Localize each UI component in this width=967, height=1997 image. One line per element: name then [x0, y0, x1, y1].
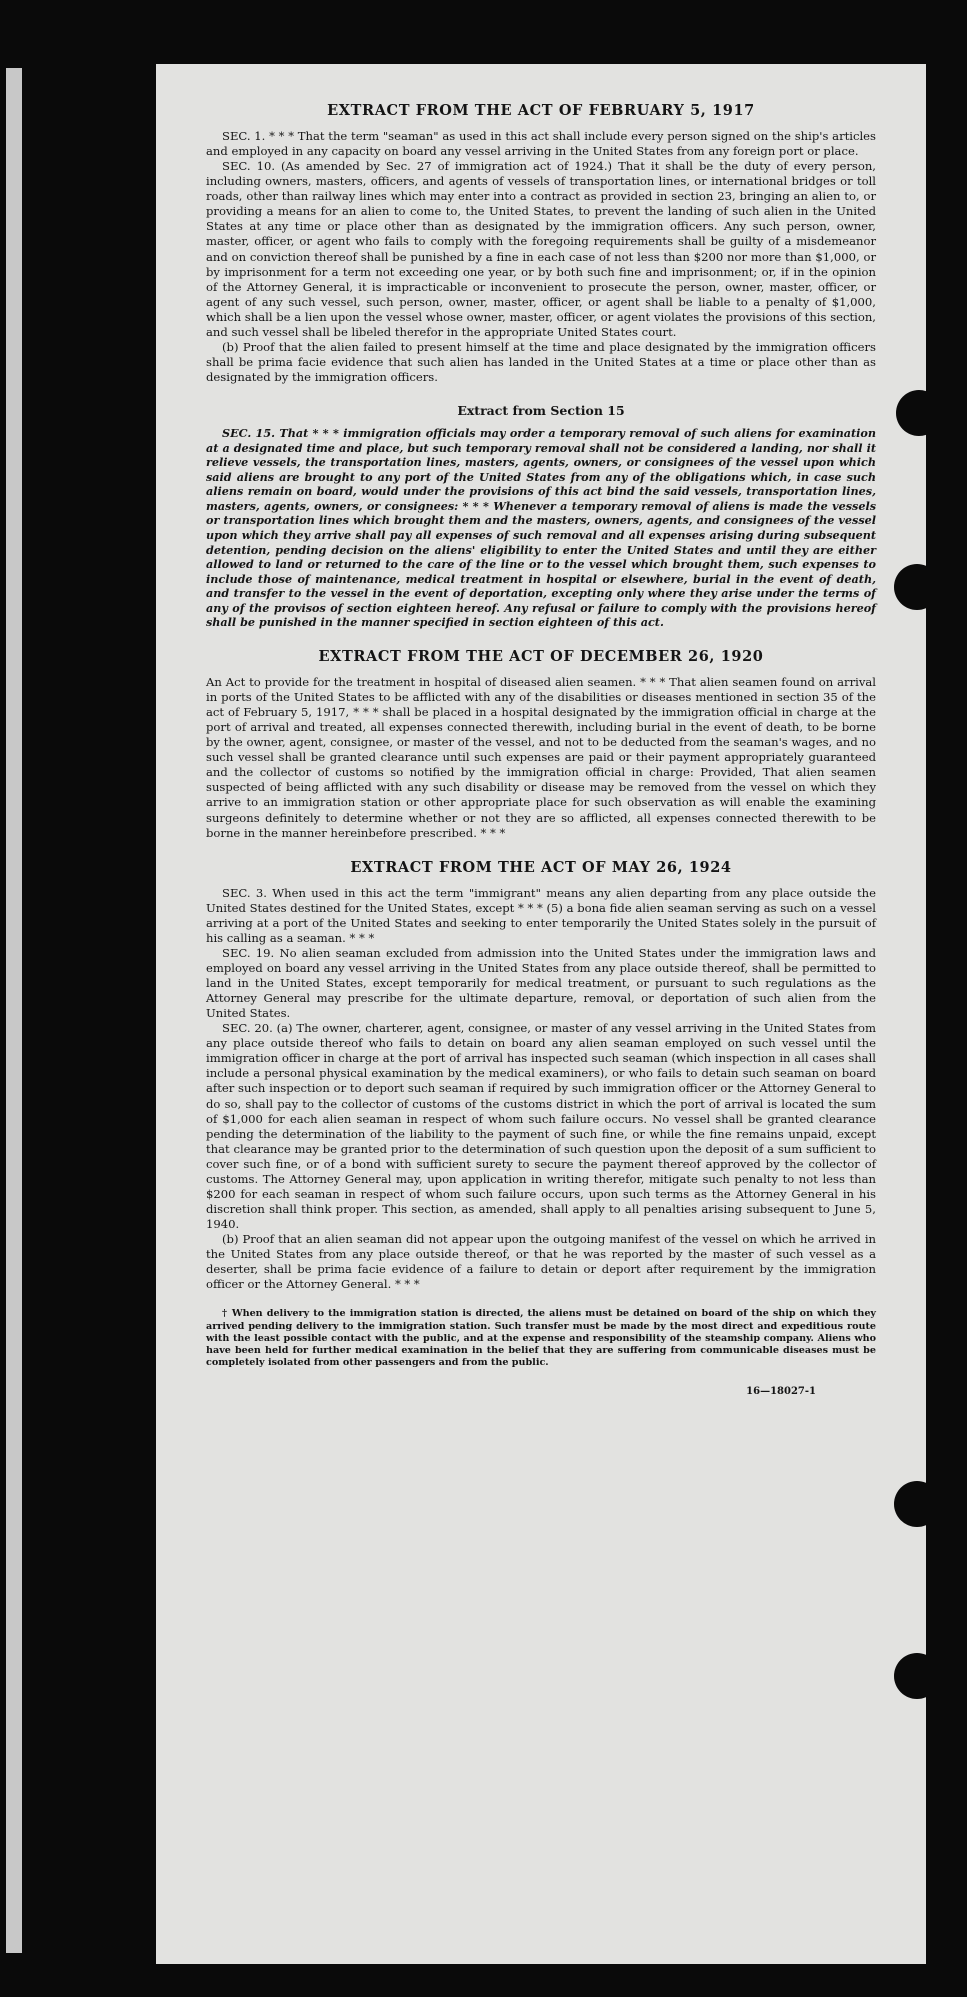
punch-hole [894, 1481, 926, 1527]
punch-hole [894, 1653, 926, 1699]
paragraph: SEC. 10. (As amended by Sec. 27 of immigration act of 1924.) That it shall be the duty of every person, including owners, masters, officers, and agents of vessels of transportation lines, or international bridges or toll roads, other than railway lines which may enter into a contract as provided in section 23, bringing an alien to, or providing a means for an alien to come to, the United States, to prevent the landing of such alien in the United States at any time or place other than as designated by the immigration officers. Any such person, owner, master, officer, or agent who fails to comply with the foregoing requirements shall be guilty of a misdemeanor and on conviction thereof shall be punished by a fine in each case of not less than $200 nor more than $1,000, or by imprisonment for a term not exceeding one year, or by both such fine and imprisonment; or, if in the opinion of the Attorney General, it is impracticable or inconvenient to prosecute the person, owner, master, officer, or agent of any such vessel, such person, owner, master, officer, or agent shall be liable to a penalty of $1,000, which shall be a lien upon the vessel whose owner, master, officer, or agent violates the provisions of this section, and such vessel shall be libeled therefor in the appropriate United States court. [206, 159, 876, 339]
document-page [156, 64, 926, 1964]
paragraph: SEC. 19. No alien seaman excluded from admission into the United States under the immigration laws and employed on board any vessel arriving in the United States from any place outside thereof, shall be permitted to land in the United States, except temporarily for medical treatment, or pursuant to such regulations as the Attorney General may prescribe for the ultimate departure, removal, or deportation of such alien from the United States. [206, 945, 876, 1021]
punch-hole [896, 390, 926, 436]
document-number: 16—18027-1 [746, 1385, 816, 1397]
section-heading: EXTRACT FROM THE ACT OF DECEMBER 26, 1920 [318, 647, 764, 665]
paragraph: SEC. 3. When used in this act the term "immigrant" means any alien departing from any place outside the United States destined for the United States, except * * * (5) a bona fide alien seaman serving as such on a vessel arriving at a port of the United States and seeking to enter temporarily the United States solely in the pursuit of his calling as a seaman. * * * [206, 885, 876, 945]
footnote-text: † When delivery to the immigration station is directed, the aliens must be detained on board of the ship on which they arrived pending delivery to the immigration station. Such transfer must be made by the most direct and expeditious route with the least possible contact with the public, and at the expense and responsibility of the steamship company. Aliens who have been held for further medical examination in the belief that they are suffering from communicable diseases must be completely isolated from other passengers and from the public. [206, 1308, 876, 1369]
section-act-1917 [206, 102, 876, 385]
paragraph: An Act to provide for the treatment in hospital of diseased alien seamen. * * * That alien seamen found on arrival in ports of the United States to be afflicted with any of the disabilities or diseases mentioned in section 35 of the act of February 5, 1917, * * * shall be placed in a hospital designated by the immigration official in charge at the port of arrival and treated, all expenses connected therewith, including burial in the event of death, to be borne by the owner, agent, consignee, or master of the vessel, and not to be deducted from the seaman's wages, and no such vessel shall be granted clearance until such expenses are paid or their payment appropriately guaranteed and the collector of customs so notified by the immigration official in charge: Provided, That alien seamen suspected of being afflicted with any such disability or disease may be removed from the vessel on which they arrive to an immigration station or other appropriate place for such observation as will enable the examining surgeons definitely to determine whether or not they are so afflicted, all expenses connected therewith to be borne in the manner hereinbefore prescribed. * * * [206, 674, 876, 840]
punch-hole [894, 564, 926, 610]
paragraph: SEC. 20. (a) The owner, charterer, agent, consignee, or master of any vessel arriving in the United States from any place outside thereof who fails to detain on board any alien seaman employed on such vessel until the immigration officer in charge at the port of arrival has inspected such seaman (which inspection in all cases shall include a personal physical examination by the medical examiners), or who fails to detain such seaman on board after such inspection or to deport such seaman if required by such immigration officer or the Attorney General to do so, shall pay to the collector of customs of the customs district in which the port of arrival is located the sum of $1,000 for each alien seaman in respect of whom such failure occurs. No vessel shall be granted clearance pending the determination of the liability to the payment of such fine, or while the fine remains unpaid, except that clearance may be granted prior to the determination of such question upon the deposit of a sum sufficient to cover such fine, or of a bond with sufficient surety to secure the payment thereof approved by the collector of customs. The Attorney General may, upon application in writing therefor, mitigate such penalty to not less than $200 for each seaman in respect of whom such failure occurs, upon such terms as the Attorney General in his discretion shall think proper. This section, as amended, shall apply to all penalties arising subsequent to June 5, 1940. [206, 1021, 876, 1231]
section-act-1924 [206, 859, 876, 1293]
section-heading: Extract from Section 15 [457, 403, 625, 419]
left-margin-strip [6, 68, 22, 1953]
section-act-1920 [206, 648, 876, 841]
section-extract-15 [206, 403, 876, 630]
section-heading: EXTRACT FROM THE ACT OF MAY 26, 1924 [350, 858, 732, 876]
section-heading: EXTRACT FROM THE ACT OF FEBRUARY 5, 1917 [327, 102, 755, 119]
paragraph: SEC. 15. That * * * immigration officials may order a temporary removal of such aliens for examination at a designated time and place, but such temporary removal shall not be considered a landing, nor shall it relieve vessels, the transportation lines, masters, agents, owners, or consignees of the vessel upon which said aliens are brought to any port of the United States from any of the obligations which, in case such aliens remain on board, would under the provisions of this act bind the said vessels, transportation lines, masters, agents, owners, or consignees: * * * Whenever a temporary removal of aliens is made the vessels or transportation lines which brought them and the masters, owners, agents, and consignees of the vessel upon which they arrive shall pay all expenses of such removal and all expenses arising during subsequent detention, pending decision on the aliens' eligibility to enter the United States and until they are either allowed to land or returned to the care of the line or to the vessel which brought them, such expenses to include those of maintenance, medical treatment in hospital or elsewhere, burial in the event of death, and transfer to the vessel in the event of deportation, excepting only where they arise under the terms of any of the provisos of section eighteen hereof. Any refusal or failure to comply with the provisions hereof shall be punished in the manner specified in section eighteen of this act. [206, 426, 876, 630]
footnote [206, 1308, 876, 1369]
paragraph: (b) Proof that the alien failed to present himself at the time and place designated by the immigration officers shall be prima facie evidence that such alien has landed in the United States at a time or place other than as designated by the immigration officers. [206, 339, 876, 384]
paragraph: SEC. 1. * * * That the term "seaman" as used in this act shall include every person signed on the ship's articles and employed in any capacity on board any vessel arriving in the United States from any foreign port or place. [206, 129, 876, 159]
paragraph: (b) Proof that an alien seaman did not appear upon the outgoing manifest of the vessel on which he arrived in the United States from any place outside thereof, or that he was reported by the master of such vessel as a deserter, shall be prima facie evidence of a failure to detain or deport after requirement by the immigration officer or the Attorney General. * * * [206, 1232, 876, 1292]
